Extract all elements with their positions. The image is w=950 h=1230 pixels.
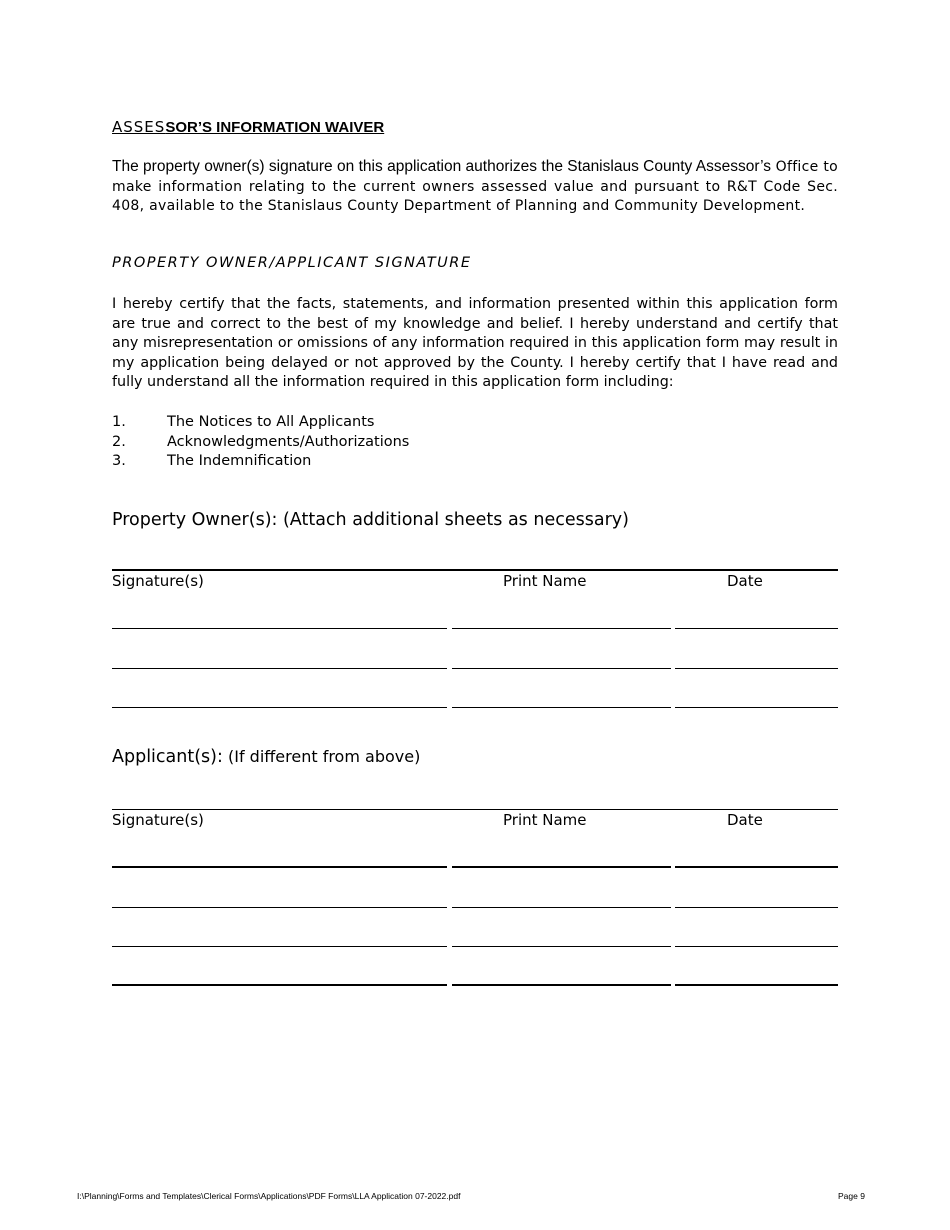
applicants-col-signature: Signature(s) <box>112 811 204 829</box>
list-item-text: Acknowledgments/Authorizations <box>167 433 410 450</box>
list-item-number: 2. <box>112 433 126 450</box>
applicants-title-main: Applicant(s): <box>112 747 223 767</box>
owner-print-name-line-2[interactable] <box>452 668 671 669</box>
applicants-header-rule <box>112 809 838 810</box>
applicant-date-line-4[interactable] <box>675 984 838 986</box>
owner-signature-line-3[interactable] <box>112 707 447 708</box>
owner-date-line-1[interactable] <box>675 628 838 629</box>
certification-list <box>112 413 409 472</box>
list-item-text: The Notices to All Applicants <box>167 414 375 430</box>
waiver-lead: The property owner(s) signature on this application authorizes the Stanislaus County Assessor’s <box>112 158 771 175</box>
certification-paragraph: I hereby certify that the facts, statements, and information presented within this application form are true and correct to the best of my knowledge and belief. I hereby understand and certify that any misrepresentation or omissions of any information required in this application form may result in my application being delayed or not approved by the County. I hereby certify that I have read and fully understand all the information required in this application form including: <box>112 296 838 391</box>
owners-header-rule <box>112 569 838 571</box>
applicant-date-line-1[interactable] <box>675 866 838 868</box>
applicant-signature-line-4[interactable] <box>112 984 447 986</box>
owners-col-print-name: Print Name <box>503 572 587 590</box>
owners-title: Property Owner(s): (Attach additional sheets as necessary) <box>112 510 629 530</box>
waiver-paragraph <box>112 157 838 217</box>
owners-col-signature: Signature(s) <box>112 572 204 590</box>
applicants-title <box>112 747 420 767</box>
owner-date-line-3[interactable] <box>675 707 838 708</box>
list-item <box>112 452 409 472</box>
waiver-heading-part2: SOR’S INFORMATION WAIVER <box>165 119 385 136</box>
owner-print-name-line-3[interactable] <box>452 707 671 708</box>
owner-print-name-line-1[interactable] <box>452 628 671 629</box>
applicants-col-print-name: Print Name <box>503 811 587 829</box>
waiver-rest: Office to make information relating to the current owners assessed value and pursuant to R&T Code Sec. 408, available to the Stanislaus County Department of Planning and Community Development. <box>112 159 838 215</box>
applicant-date-line-2[interactable] <box>675 907 838 908</box>
owner-signature-line-2[interactable] <box>112 668 447 669</box>
applicant-print-name-line-4[interactable] <box>452 984 671 986</box>
list-item <box>112 413 409 433</box>
list-item-number: 1. <box>112 414 126 430</box>
applicant-signature-line-3[interactable] <box>112 946 447 947</box>
applicant-date-line-3[interactable] <box>675 946 838 947</box>
list-item <box>112 433 409 453</box>
owners-col-date: Date <box>727 572 763 590</box>
waiver-heading-part1: ASSES <box>112 118 166 136</box>
footer-file-path: I:\Planning\Forms and Templates\Clerical Forms\Applications\PDF Forms\LLA Application 07-2022.pdf <box>77 1191 461 1201</box>
applicant-print-name-line-1[interactable] <box>452 866 671 868</box>
applicant-signature-line-2[interactable] <box>112 907 447 908</box>
applicant-print-name-line-2[interactable] <box>452 907 671 908</box>
signature-subheading: PROPERTY OWNER/APPLICANT SIGNATURE <box>112 255 472 271</box>
applicant-print-name-line-3[interactable] <box>452 946 671 947</box>
applicant-signature-line-1[interactable] <box>112 866 447 868</box>
list-item-number: 3. <box>112 453 126 469</box>
owner-signature-line-1[interactable] <box>112 628 447 629</box>
waiver-heading <box>112 118 384 136</box>
owner-date-line-2[interactable] <box>675 668 838 669</box>
footer-page-number: Page 9 <box>838 1191 865 1201</box>
list-item-text: The Indemnification <box>167 453 312 469</box>
applicants-col-date: Date <box>727 811 763 829</box>
applicants-title-sub: (If different from above) <box>222 747 421 766</box>
